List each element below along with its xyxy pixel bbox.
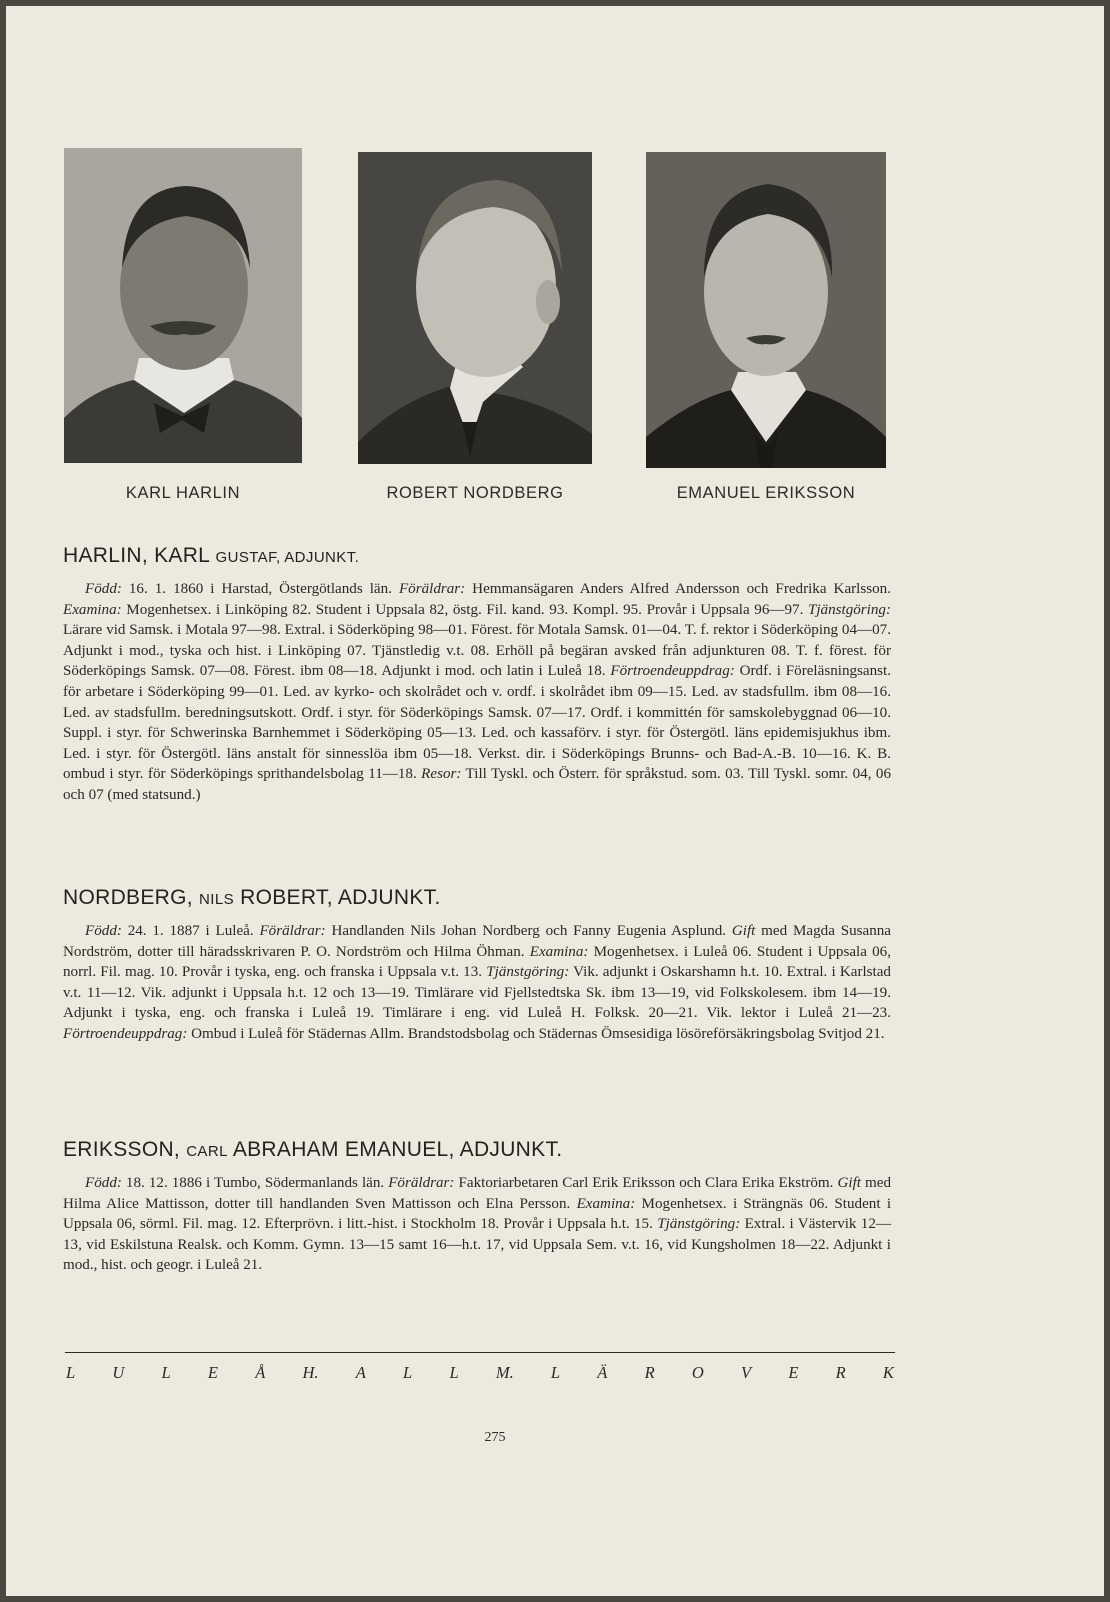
entry-firstname: KARL — [154, 544, 210, 567]
entry-field-label: Gift — [731, 923, 756, 939]
footer-letter: L — [449, 1363, 459, 1382]
entry-field-label: Född: — [85, 1175, 122, 1191]
entry-text: Mogenhetsex. i Luleå 06. Student i Uppsala 06, norrl. Fil. mag. 10. Provår i tyska, eng. och franska i Uppsala v.t. 13. — [63, 943, 891, 981]
footer-letter: Ä — [597, 1363, 608, 1382]
entry-field-label: Resor: — [421, 766, 462, 783]
footer-letter: A — [355, 1363, 366, 1382]
footer-letter: Å — [255, 1363, 266, 1382]
entry-text: Handlanden Nils Johan Nordberg och Fanny Eugenia Asplund. — [325, 923, 732, 939]
entry-field-label: Examina: — [529, 943, 589, 960]
portrait-photo-karl-harlin — [64, 148, 302, 463]
entry-text: med Magda Susanna Nordström, dotter till häradsskrivaren P. O. Nordström och Hilma Öhman. — [63, 923, 892, 960]
footer-letter: L — [161, 1363, 171, 1382]
entry-heading-rest: ABRAHAM EMANUEL, ADJUNKT. — [232, 1138, 563, 1161]
entry-firstname: NILS — [199, 891, 234, 908]
entry-field-label: Examina: — [63, 601, 122, 618]
entry-heading-rest: GUSTAF, ADJUNKT. — [215, 549, 360, 566]
photo-caption-karl-harlin: KARL HARLIN — [125, 484, 241, 502]
entry-body — [63, 1173, 891, 1276]
entry-firstname: CARL — [186, 1143, 228, 1160]
entry-surname: NORDBERG, — [63, 886, 193, 909]
entry-body — [63, 921, 891, 1045]
entry-field-label: Född: — [85, 581, 122, 597]
footer-letter: L — [550, 1363, 561, 1382]
entry-text: 24. 1. 1887 i Luleå. — [121, 923, 260, 939]
footer-letter: V — [741, 1363, 752, 1382]
entry-field-label: Tjänstgöring: — [657, 1216, 741, 1233]
biography-entry-harlin — [63, 544, 891, 806]
entry-field-label: Född: — [85, 923, 122, 939]
footer-letter: M. — [495, 1363, 514, 1382]
entry-heading — [63, 1138, 891, 1162]
running-footer — [66, 1363, 894, 1383]
entry-field-label: Examina: — [576, 1195, 636, 1212]
biography-entry-eriksson — [63, 1138, 891, 1276]
entry-body — [63, 579, 891, 806]
entry-field-label: Gift — [837, 1175, 861, 1191]
entry-text: Hemmansägaren Anders Alfred Andersson och Fredrika Karlsson. — [465, 581, 891, 597]
footer-letter: R — [835, 1363, 846, 1382]
entry-heading — [63, 886, 891, 910]
biography-entry-nordberg — [63, 886, 891, 1045]
entry-text: Mogenhetsex. i Linköping 82. Student i Uppsala 82, östg. Fil. kand. 93. Kompl. 95. Provår i Uppsala 96—97. — [121, 601, 808, 618]
footer-letter: E — [207, 1363, 218, 1382]
entry-text: 16. 1. 1860 i Harstad, Östergötlands län. — [121, 581, 399, 597]
entry-field-label: Föräldrar: — [398, 581, 466, 597]
photo-caption-robert-nordberg: ROBERT NORDBERG — [386, 484, 564, 502]
book-page — [6, 6, 1104, 1596]
entry-field-label: Föräldrar: — [259, 923, 326, 939]
entry-text: Extral. i Västervik 12—13, vid Eskilstuna Realsk. och Komm. Gymn. 13—15 samt 16—h.t. 17, vid Uppsala Sem. v.t. 16, vid Kungsholmen 18—22. Adjunkt i mod., hist. och geogr. i Luleå 21. — [63, 1216, 891, 1274]
footer-letter: E — [788, 1363, 799, 1382]
entry-field-label: Föräldrar: — [388, 1175, 455, 1191]
entry-field-label: Tjänstgöring: — [807, 601, 891, 618]
photo-caption-emanuel-eriksson: EMANUEL ERIKSSON — [676, 484, 856, 502]
entry-text: 18. 12. 1886 i Tumbo, Södermanlands län. — [121, 1175, 389, 1191]
entry-text: Ombud i Luleå för Städernas Allm. Brandstodsbolag och Städernas Ömsesidiga lösöreförsäkringsbolag Svitjod 21. — [187, 1025, 885, 1042]
portrait-photo-emanuel-eriksson — [646, 152, 886, 468]
footer-letter: O — [691, 1363, 704, 1382]
entry-heading — [63, 544, 891, 568]
footer-letter: U — [112, 1363, 125, 1382]
footer-rule — [65, 1352, 895, 1353]
entry-text: Vik. adjunkt i Oskarshamn h.t. 10. Extral. i Karlstad v.t. 11—12. Vik. adjunkt i Uppsala h.t. 12 och 13—19. Timlärare vid Fjellstedtska Sk. ibm 13—19, vid Folkskolesem. ibm 14—19. Adjunkt i tyska, eng. och franska i Luleå 19. Timlärare i eng. vid Luleå H. Folksk. 20—21. Vik. lektor i Luleå 21—23. — [63, 964, 891, 1022]
footer-letter: L — [66, 1363, 76, 1382]
entry-text: Faktoriarbetaren Carl Erik Eriksson och Clara Erika Ekström. — [454, 1175, 838, 1191]
portrait-photo-robert-nordberg — [358, 152, 592, 464]
entry-surname: ERIKSSON, — [63, 1138, 181, 1161]
entry-text: med Hilma Alice Mattisson, dotter till handlanden Sven Mattisson och Elna Persson. — [63, 1175, 891, 1212]
entry-text: Till Tyskl. och Österr. för språkstud. som. 03. Till Tyskl. somr. 04, 06 och 07 (med statsund.) — [63, 766, 891, 803]
page-number: 275 — [484, 1430, 506, 1445]
entry-text: Ordf. i Föreläsningsanst. för arbetare i Söderköping 99—01. Led. av kyrko- och skolrådet och v. ordf. i skolrådet ibm 09—15. Led. av stadsfullm. ibm 08—16. Led. av stadsfullm. beredningsutskott. Ordf. i styr. för Söderköpings Samsk. 07—17. Ordf. i kommittén för samskolebyggnad 06—10. Suppl. i styr. för Schwerinska Barnhemmet i Söderköping 05—13. Led. och kassaförv. i styr. för Östergötl. läns epidemisjukhus ibm. Led. i styr. för Östergötl. läns anstalt för sinnesslöa ibm 05—18. Verkst. dir. i Söderköpings Brunns- och Bad-A.-B. 10—16. K. B. ombud i styr. för Söderköpings sprithandelsbolag 11—18. — [63, 663, 891, 783]
footer-letter: K — [882, 1363, 894, 1382]
entry-heading-rest: ROBERT, ADJUNKT. — [240, 886, 441, 909]
entry-field-label: Förtroendeuppdrag: — [610, 663, 735, 680]
entry-text: Mogenhetsex. i Strängnäs 06. Student i Uppsala 06, sörml. Fil. mag. 12. Efterprövn. i litt.-hist. i Stockholm 18. Provår i Uppsala h.t. 15. — [63, 1195, 892, 1233]
entry-field-label: Förtroendeuppdrag: — [63, 1025, 188, 1042]
footer-letter: L — [403, 1363, 413, 1382]
footer-letter: R — [644, 1363, 655, 1382]
footer-letter: H. — [302, 1363, 319, 1382]
entry-field-label: Tjänstgöring: — [486, 964, 570, 981]
entry-surname: HARLIN, — [63, 544, 148, 567]
entry-text: Lärare vid Samsk. i Motala 97—98. Extral. i Söderköping 98—01. Förest. för Motala Samsk. 01—04. T. f. rektor i Söderköping 04—07. Adjunkt i mod., tyska och hist. i Linköping 07. Tjänstledig v.t. 08. Erhöll på begäran avsked från adjunkturen 08. T. f. förest. för Söderköpings Samsk. 07—08. Förest. ibm 08—18. Adjunkt i mod. och latin i Luleå 18. — [63, 622, 891, 680]
